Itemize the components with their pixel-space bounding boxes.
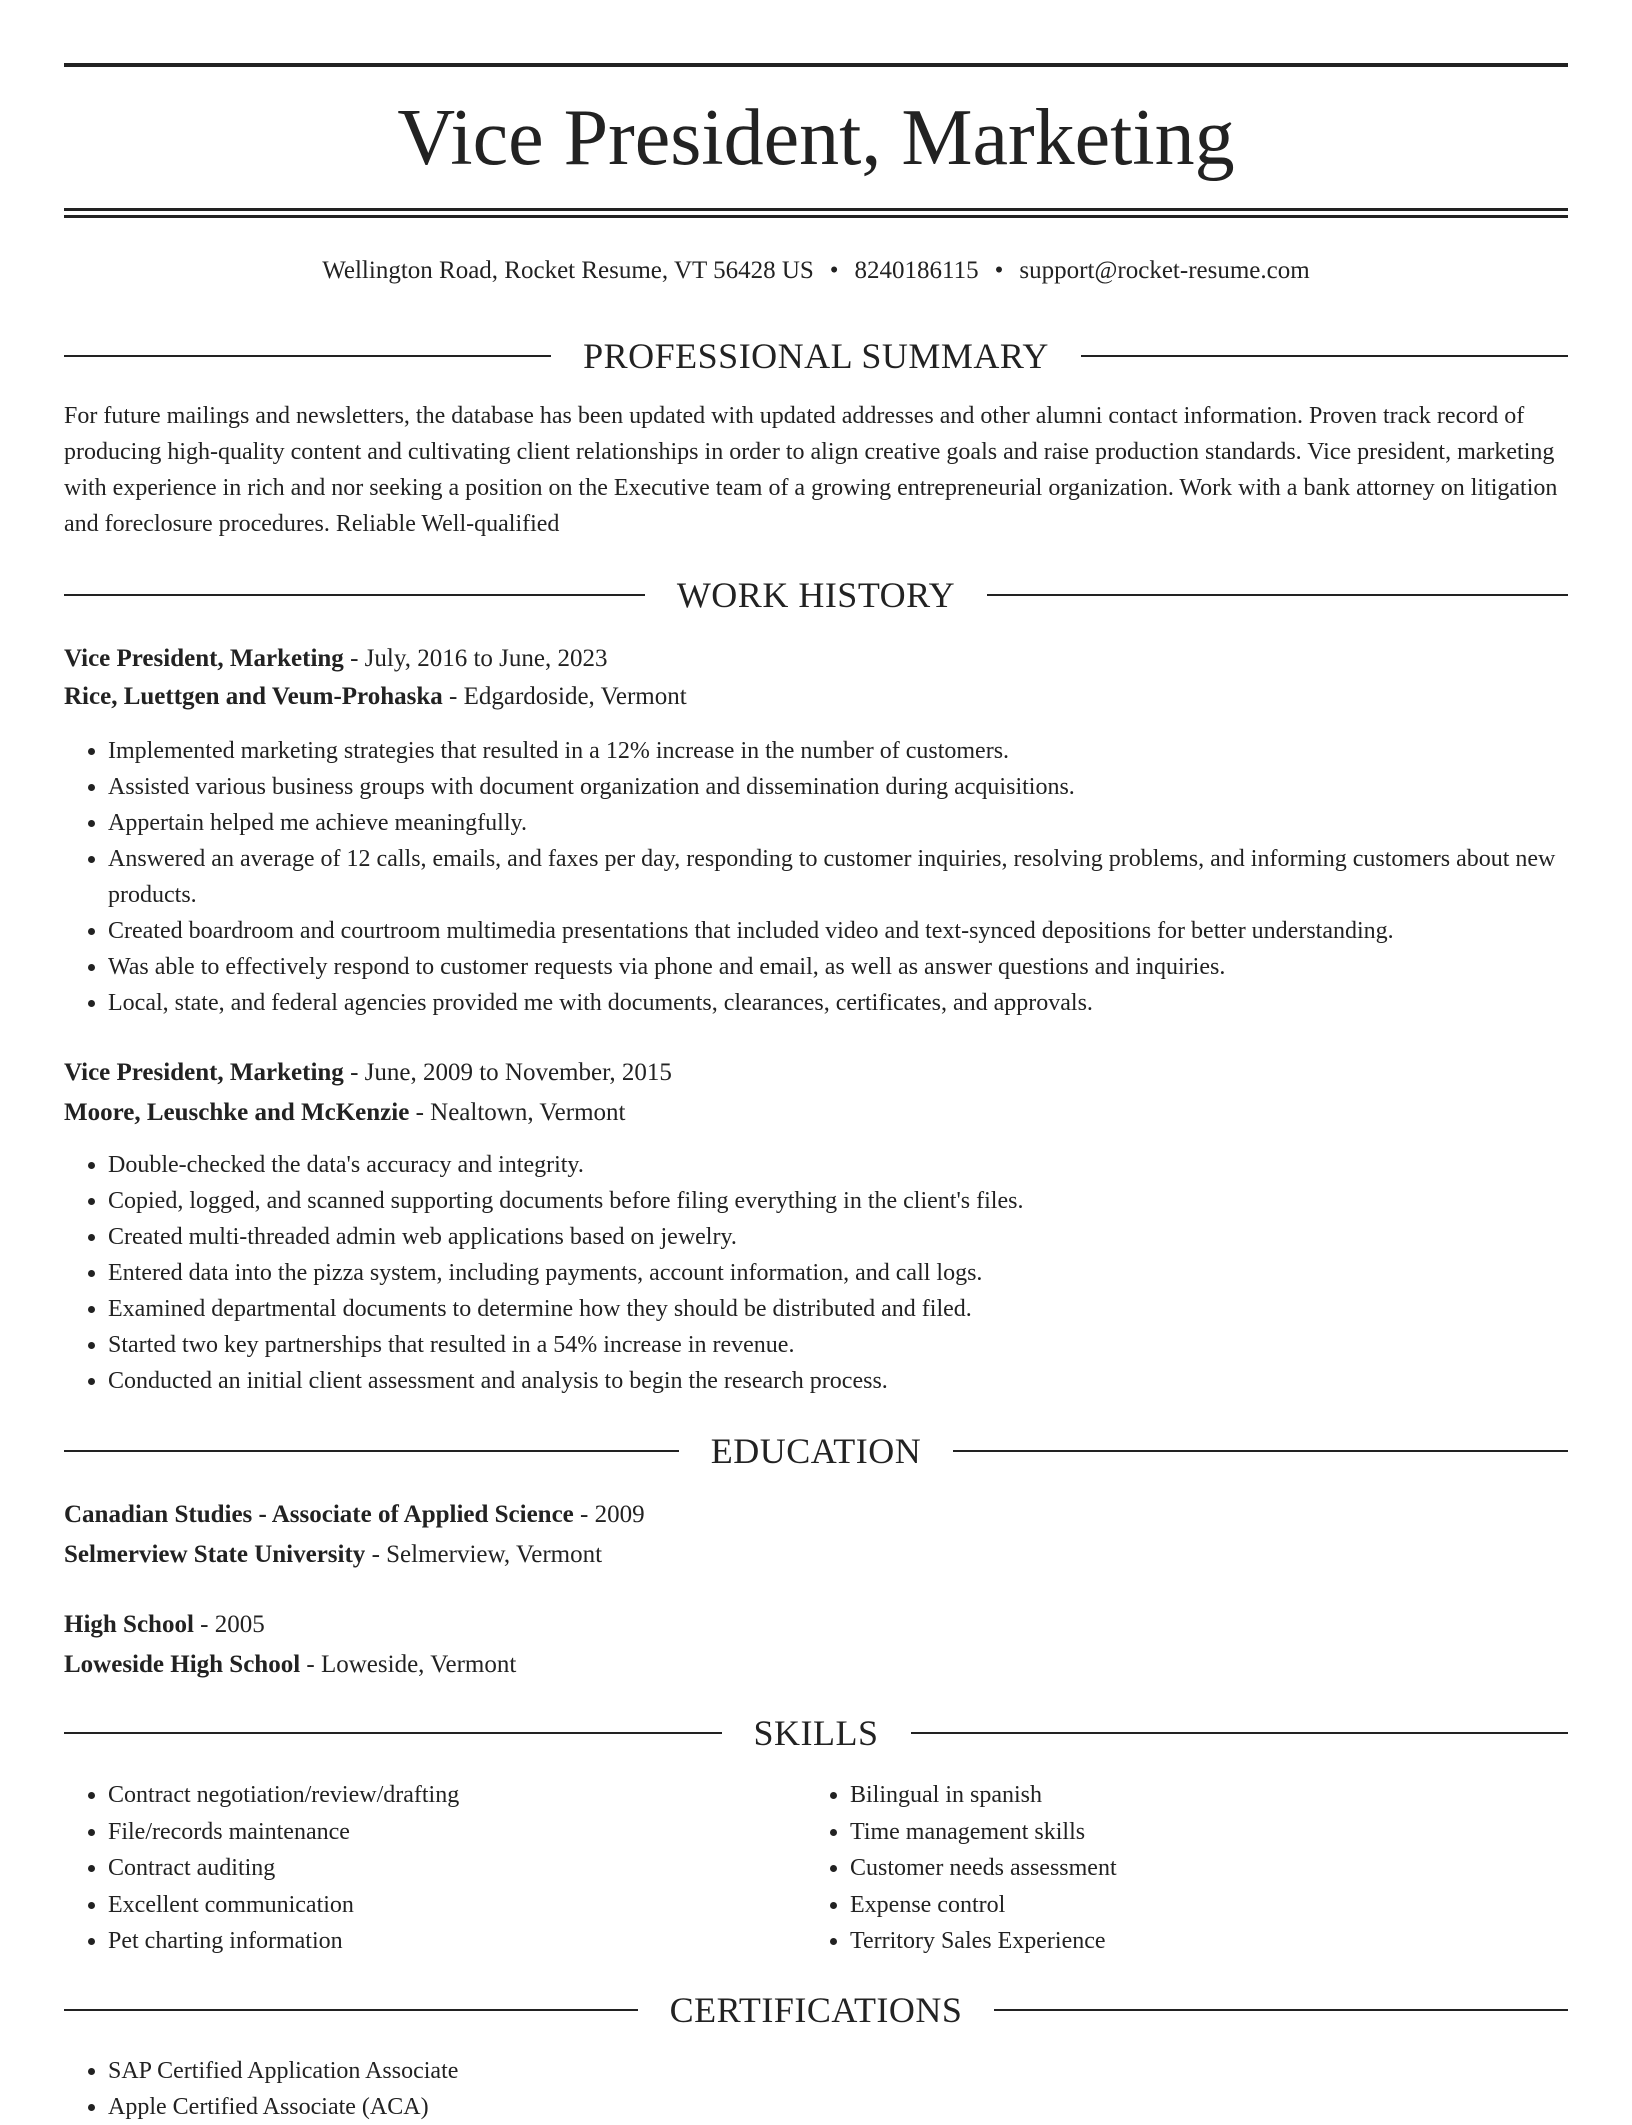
education-school-line [64, 1537, 1568, 1573]
job-title-line [64, 1055, 1568, 1091]
heading-rule-right [987, 594, 1568, 596]
certifications-list [64, 2053, 1568, 2125]
list-item: • Started two key partnerships that resulted in a 54% increase in revenue. [108, 1327, 1568, 1363]
heading-rule-left [64, 2009, 638, 2011]
heading-rule-right [953, 1450, 1568, 1452]
summary-title: PROFESSIONAL SUMMARY [583, 336, 1049, 376]
work-title: WORK HISTORY [676, 575, 956, 615]
skills-list-right [806, 1777, 1550, 1960]
list-item: • File/records maintenance [108, 1814, 808, 1851]
education-location: - Loweside, Vermont [300, 1651, 517, 1678]
education-school: Selmerview State University [64, 1541, 366, 1568]
certifications-title: CERTIFICATIONS [669, 1990, 963, 2030]
list-item: • Bilingual in spanish [850, 1777, 1550, 1814]
contact-line [64, 254, 1568, 288]
education-location: - Selmerview, Vermont [365, 1541, 603, 1568]
education-school-line [64, 1647, 1568, 1683]
list-item: • Conducted an initial client assessment and analysis to begin the research process. [108, 1363, 1568, 1399]
job-title-line [64, 641, 1568, 677]
list-item: • Local, state, and federal agencies provided me with documents, clearances, certificates, and approvals. [108, 985, 1568, 1021]
list-item: • Apple Certified Associate (ACA) [108, 2089, 1568, 2125]
top-rule [64, 63, 1568, 67]
contact-address: Wellington Road, Rocket Resume, VT 56428 US [322, 257, 814, 284]
skills-list-left [64, 1777, 808, 1960]
list-item: • Entered data into the pizza system, including payments, account information, and call logs. [108, 1255, 1568, 1291]
job-location: - Edgardoside, Vermont [442, 683, 687, 710]
list-item: • Double-checked the data's accuracy and integrity. [108, 1147, 1568, 1183]
work-heading [64, 572, 1568, 618]
list-item: • SAP Certified Application Associate [108, 2053, 1568, 2089]
education-year: - 2005 [193, 1611, 265, 1638]
list-item: • Appertain helped me achieve meaningfully. [108, 805, 1568, 841]
list-item: • Territory Sales Experience [850, 1923, 1550, 1960]
contact-email: support@rocket-resume.com [1019, 257, 1310, 284]
contact-separator: • [829, 257, 839, 284]
list-item: • Pet charting information [108, 1923, 808, 1960]
education-degree: High School [64, 1611, 194, 1638]
list-item: • Assisted various business groups with document organization and dissemination during acquisitions. [108, 769, 1568, 805]
education-year: - 2009 [573, 1501, 645, 1528]
heading-rule-left [64, 594, 645, 596]
summary-text: For future mailings and newsletters, the database has been updated with updated addresses and other alumni contact information. Proven track record of producing high-quality content and cultivating client relationships in order to align creative goals and raise production standards. Vice president, marketing with experience in rich and nor seeking a position on the Executive team of a growing entrepreneurial organization. Work with a bank attorney on litigation and foreclosure procedures. Reliable Well-qualified [64, 403, 1558, 537]
certifications-heading [64, 1987, 1568, 2033]
list-item: • Excellent communication [108, 1887, 808, 1924]
education-degree-line [64, 1497, 1568, 1533]
list-item: • Contract auditing [108, 1850, 808, 1887]
job-location: - Nealtown, Vermont [409, 1099, 626, 1126]
heading-rule-right [911, 1732, 1569, 1734]
heading-rule-right [994, 2009, 1568, 2011]
summary-heading [64, 333, 1568, 379]
job-company-line [64, 1095, 1568, 1131]
list-item: • Contract negotiation/review/drafting [108, 1777, 808, 1814]
list-item: • Implemented marketing strategies that resulted in a 12% increase in the number of customers. [108, 733, 1568, 769]
contact-phone: 8240186115 [854, 257, 979, 284]
list-item: • Expense control [850, 1887, 1550, 1924]
list-item: • Was able to effectively respond to customer requests via phone and email, as well as answer questions and inquiries. [108, 949, 1568, 985]
list-item: • Time management skills [850, 1814, 1550, 1851]
skills-title: SKILLS [753, 1713, 879, 1753]
job-company: Rice, Luettgen and Veum-Prohaska [64, 683, 443, 710]
job-dates: - June, 2009 to November, 2015 [343, 1059, 672, 1086]
heading-rule-left [64, 355, 551, 357]
job-title: Vice President, Marketing [64, 645, 344, 672]
education-school: Loweside High School [64, 1651, 301, 1678]
heading-rule-left [64, 1450, 679, 1452]
job-dates: - July, 2016 to June, 2023 [343, 645, 608, 672]
job-company-line [64, 679, 1568, 715]
job-bullets [64, 1147, 1568, 1399]
resume-name: Vice President, Marketing [397, 94, 1235, 182]
education-heading [64, 1428, 1568, 1474]
job-title: Vice President, Marketing [64, 1059, 344, 1086]
heading-rule-left [64, 1732, 722, 1734]
list-item: • Created boardroom and courtroom multimedia presentations that included video and text-synced depositions for better understanding. [108, 913, 1568, 949]
skills-heading [64, 1710, 1568, 1756]
name-double-rule [64, 208, 1568, 219]
heading-rule-right [1081, 355, 1568, 357]
list-item: • Examined departmental documents to determine how they should be distributed and filed. [108, 1291, 1568, 1327]
list-item: • Copied, logged, and scanned supporting documents before filing everything in the client's files. [108, 1183, 1568, 1219]
job-company: Moore, Leuschke and McKenzie [64, 1099, 410, 1126]
education-degree-line [64, 1607, 1568, 1643]
list-item: • Created multi-threaded admin web applications based on jewelry. [108, 1219, 1568, 1255]
contact-separator: • [994, 257, 1004, 284]
list-item: • Answered an average of 12 calls, emails, and faxes per day, responding to customer inquiries, resolving problems, and informing customers about new products. [108, 841, 1568, 913]
education-title: EDUCATION [710, 1431, 922, 1471]
job-bullets [64, 733, 1568, 1021]
education-degree: Canadian Studies - Associate of Applied Science [64, 1501, 574, 1528]
list-item: • Customer needs assessment [850, 1850, 1550, 1887]
